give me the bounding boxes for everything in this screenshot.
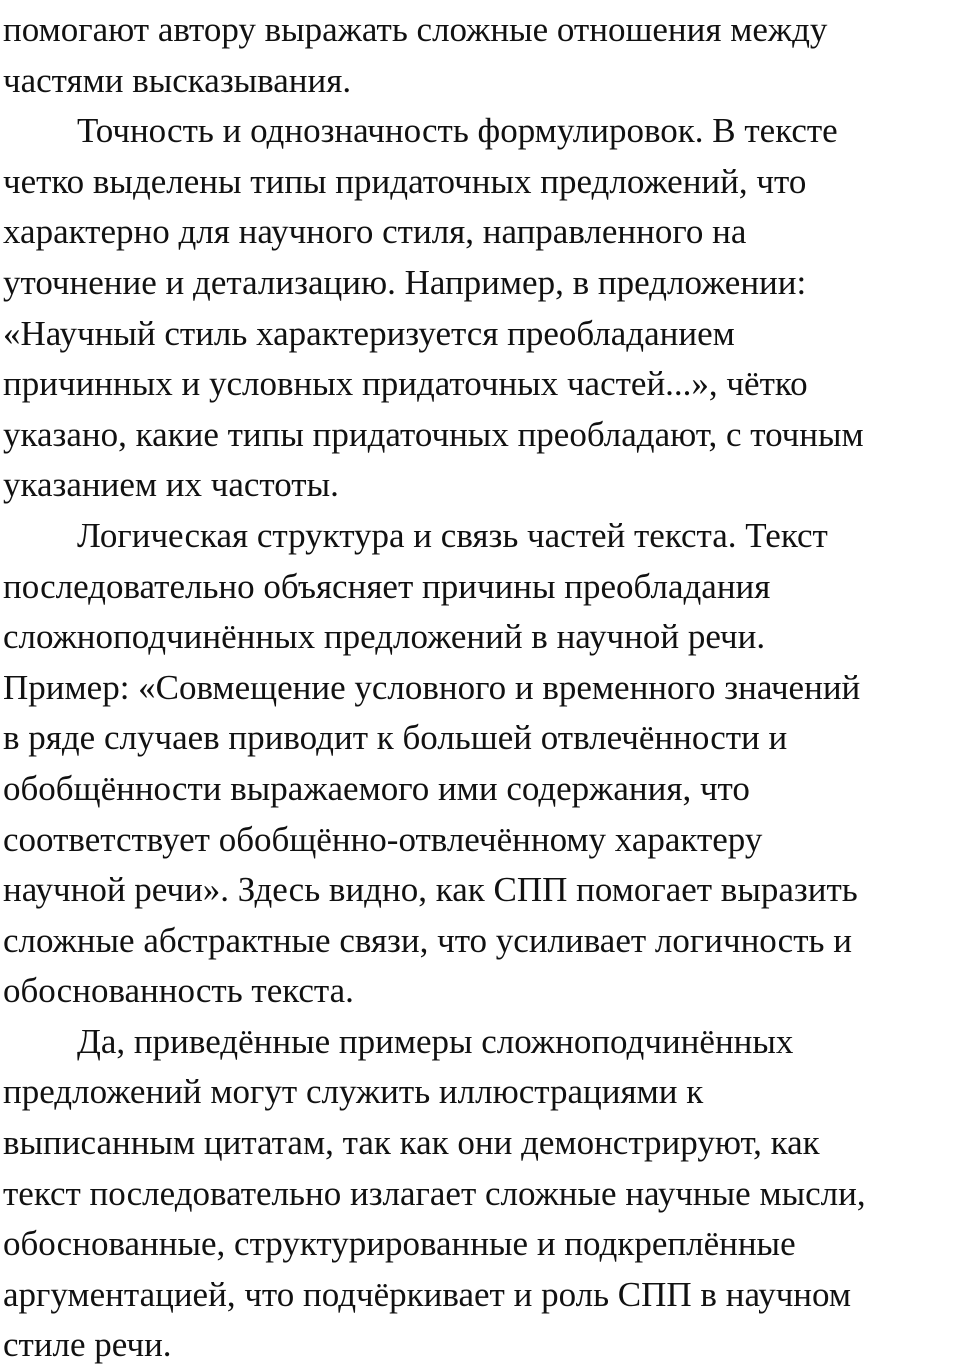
text-line: помогают автору выражать сложные отношения между (3, 10, 828, 49)
text-line: последовательно объясняет причины преобладания (3, 566, 771, 606)
text-line: указанием их частоты. (3, 465, 339, 505)
text-line: аргументацией, что подчёркивает и роль СПП в научном (3, 1274, 852, 1314)
text-line: обобщённости выражаемого ими содержания, что (3, 768, 750, 808)
text-line: текст последовательно излагает сложные научные мысли, (3, 1173, 866, 1213)
text-line: уточнение и детализацию. Например, в предложении: (3, 262, 807, 302)
paragraph-first-line: Логическая структура и связь частей текста. Текст (77, 515, 828, 555)
text-line: обоснованность текста. (3, 971, 354, 1011)
text-line: предложений могут служить иллюстрациями к (3, 1072, 704, 1112)
text-line: выписанным цитатам, так как они демонстрируют, как (3, 1123, 820, 1163)
text-line: научной речи». Здесь видно, как СПП помогает выразить (3, 870, 858, 910)
text-line: четко выделены типы придаточных предложений, что (3, 161, 807, 201)
paragraph-first-line: Да, приведённые примеры сложноподчинённых (77, 1021, 794, 1061)
text-line: сложноподчинённых предложений в научной речи. (3, 617, 766, 657)
text-line: «Научный стиль характеризуется преобладанием (3, 313, 735, 353)
document-text (3, 5, 955, 1371)
text-line: стиле речи. (3, 1325, 172, 1365)
text-line: причинных и условных придаточных частей...», чётко (3, 364, 808, 404)
text-line: Пример: «Совмещение условного и временного значений (3, 667, 861, 707)
paragraph-first-line: Точность и однозначность формулировок. В тексте (77, 111, 838, 151)
text-line: в ряде случаев приводит к большей отвлечённости и (3, 718, 788, 758)
text-line: характерно для научного стиля, направленного на (3, 212, 747, 252)
text-line: обоснованные, структурированные и подкреплённые (3, 1224, 796, 1264)
text-line: сложные абстрактные связи, что усиливает логичность и (3, 920, 852, 960)
text-line: соответствует обобщённо-отвлечённому характеру (3, 819, 763, 859)
text-line: указано, какие типы придаточных преобладают, с точным (3, 414, 864, 454)
text-line: частями высказывания. (3, 60, 352, 100)
